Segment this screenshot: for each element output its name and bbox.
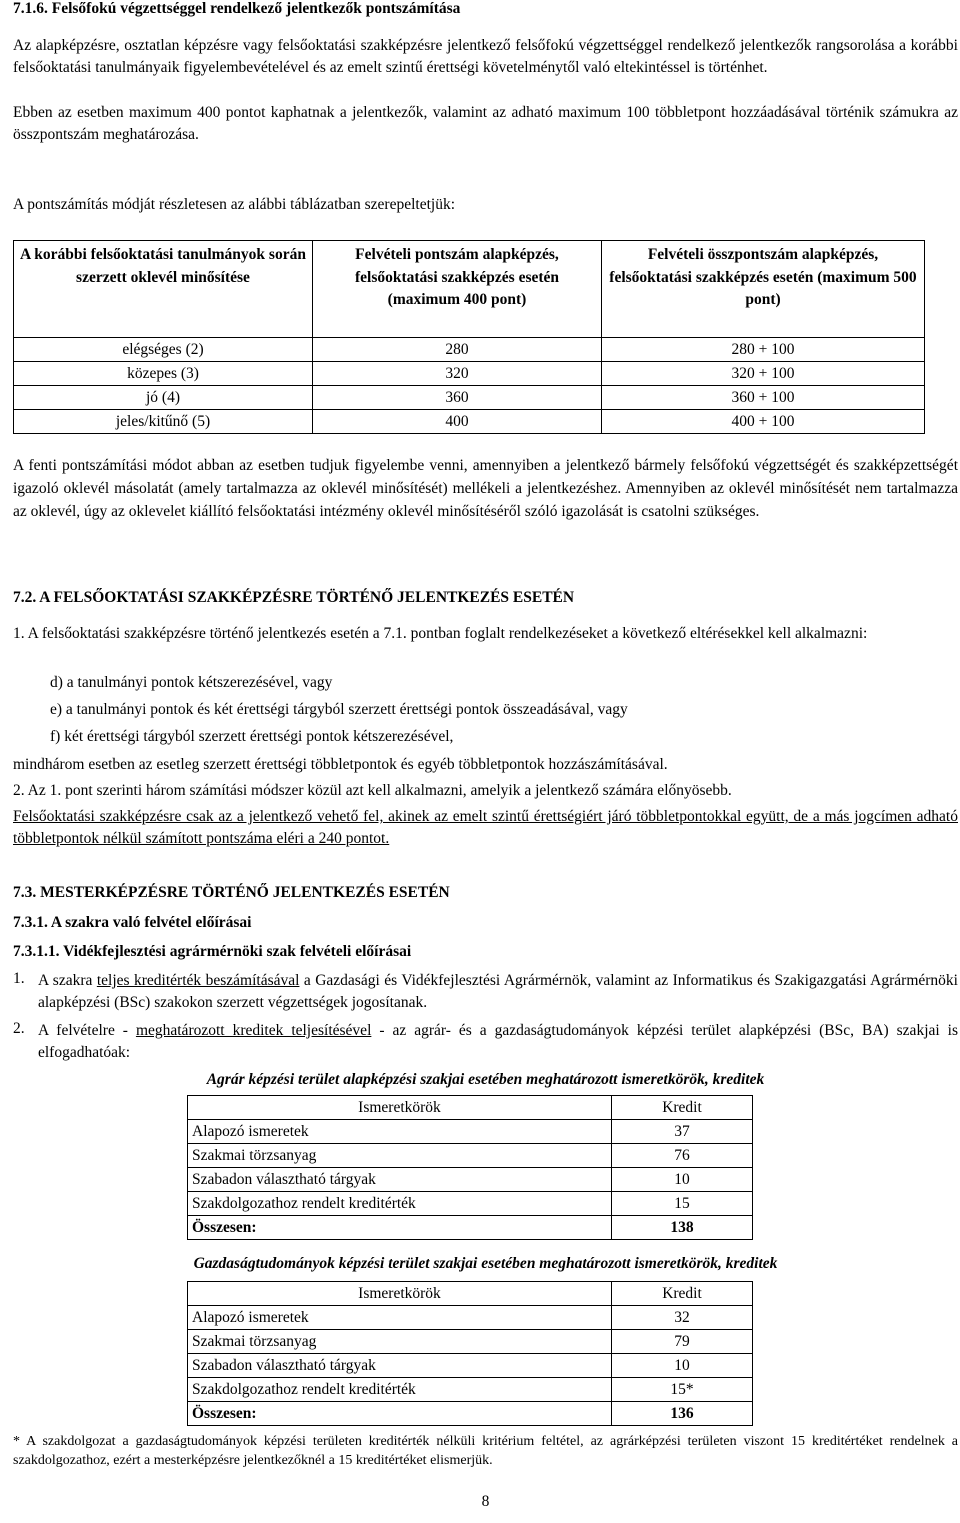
section-7-3-1-title: 7.3.1. A szakra való felvétel előírásai — [13, 914, 252, 931]
table-total-row — [188, 1402, 753, 1426]
table-row — [188, 1378, 753, 1402]
table-header-cell: Felvételi pontszám alapképzés, felsőoktatási szakképzés esetén (maximum 400 pont) — [313, 241, 602, 338]
paragraph-7-2-1: 1. A felsőoktatási szakképzésre történő jelentkezés esetén a 7.1. pontban foglalt rendelkezéseket a következő eltérésekkel kell alkalmazni: — [13, 625, 868, 642]
table-cell: 400 — [313, 410, 602, 434]
item-underlined-text: teljes kreditérték beszámításával — [96, 972, 300, 989]
points-table — [13, 240, 925, 434]
credits-table-1 — [187, 1095, 753, 1240]
table-row — [14, 386, 925, 410]
table-row — [188, 1354, 753, 1378]
table-cell: Szakmai törzsanyag — [188, 1144, 612, 1168]
table-cell: 15 — [612, 1192, 753, 1216]
numbered-item-2 — [13, 1020, 958, 1064]
table-header-cell: Kredit — [612, 1282, 753, 1306]
table-cell: 360 + 100 — [602, 386, 925, 410]
paragraph-table-intro: A pontszámítás módját részletesen az alábbi táblázatban szerepeltetjük: — [13, 196, 455, 213]
list-item: d) a tanulmányi pontok kétszerezésével, vagy — [50, 674, 333, 691]
table-cell: 280 + 100 — [602, 338, 925, 362]
item-text: A felvételre - — [38, 1022, 136, 1039]
table-row — [188, 1192, 753, 1216]
table-cell: 37 — [612, 1120, 753, 1144]
paragraph-intro: Az alapképzésre, osztatlan képzésre vagy felsőoktatási szakképzésre jelentkező felsőfokú végzettséggel rendelkező jelentkezők rangsorolása a korábbi felsőoktatási tanulmányaik figyelembevételével és az emelt szintű érettségi követelménytől való eltekintéssel is történhet. — [13, 37, 958, 76]
table-cell: 400 + 100 — [602, 410, 925, 434]
table-cell: 136 — [612, 1402, 753, 1426]
table-total-row — [188, 1216, 753, 1240]
table-cell: 138 — [612, 1216, 753, 1240]
table-row — [188, 1120, 753, 1144]
table-header-cell: Ismeretkörök — [188, 1096, 612, 1120]
table-cell: 79 — [612, 1330, 753, 1354]
item-number: 1. — [13, 970, 25, 987]
list-item: e) a tanulmányi pontok és két érettségi tárgyból szerzett érettségi pontok összeadásával, vagy — [50, 701, 628, 718]
table-row — [188, 1330, 753, 1354]
table-header-row — [14, 241, 925, 338]
item-text: A szakra — [38, 972, 97, 989]
table-cell: jeles/kitűnő (5) — [14, 410, 313, 434]
table-cell: 320 — [313, 362, 602, 386]
section-7-3-title: 7.3. MESTERKÉPZÉSRE TÖRTÉNŐ JELENTKEZÉS ESETÉN — [13, 884, 450, 901]
credits-table-1-caption: Agrár képzési terület alapképzési szakjai esetében meghatározott ismeretkörök, kreditek — [206, 1071, 765, 1088]
section-7-2-title: 7.2. A FELSŐOKTATÁSI SZAKKÉPZÉSRE TÖRTÉNŐ JELENTKEZÉS ESETÉN — [13, 589, 575, 606]
table-row — [14, 362, 925, 386]
list-item: f) két érettségi tárgyból szerzett érettségi pontok kétszerezésével, — [50, 728, 454, 745]
table-cell: 280 — [313, 338, 602, 362]
page-number: 8 — [481, 1493, 490, 1510]
table-cell: Szabadon választható tárgyak — [188, 1354, 612, 1378]
table-row — [14, 338, 925, 362]
table-header-cell: Ismeretkörök — [188, 1282, 612, 1306]
table-row — [188, 1306, 753, 1330]
item-text: - az agrár- és a gazdaságtudományok képzési terület alapképzési (BSc, BA) szakjai is elfogadhatóak: — [38, 1022, 958, 1061]
table-cell: Szakmai törzsanyag — [188, 1330, 612, 1354]
table-cell: 320 + 100 — [602, 362, 925, 386]
table-header-cell: Felvételi összpontszám alapképzés, felsőoktatási szakképzés esetén (maximum 500 pont) — [602, 241, 925, 338]
section-7-1-6-title: 7.1.6. Felsőfokú végzettséggel rendelkező jelentkezők pontszámítása — [13, 0, 461, 17]
footnote: * A szakdolgozat a gazdaságtudományok képzési területen kreditérték nélküli kritérium feltétel, az agrárképzési területen viszont 15 kreditértéket rendelnek a szakdolgozathoz, ezért a mesterképzésre jelentkezőknél a 15 kreditértéket elismerjük. — [13, 1434, 958, 1468]
table-cell: közepes (3) — [14, 362, 313, 386]
table-cell: elégséges (2) — [14, 338, 313, 362]
item-text: a Gazdasági és Vidékfejlesztési Agrármérnök, valamint az Informatikus és Szakigazgatási Agrármérnöki alapképzési (BSc) szakokon szerzett végzettségek jogosítanak. — [38, 972, 958, 1011]
table-cell: Szakdolgozathoz rendelt kreditérték — [188, 1192, 612, 1216]
table-cell: Szakdolgozathoz rendelt kreditérték — [188, 1378, 612, 1402]
table-cell: Alapozó ismeretek — [188, 1120, 612, 1144]
table-cell: 10 — [612, 1354, 753, 1378]
table-cell: 15* — [612, 1378, 753, 1402]
table-cell: Összesen: — [188, 1216, 612, 1240]
table-header-cell: Kredit — [612, 1096, 753, 1120]
credits-table-2 — [187, 1281, 753, 1426]
table-cell: 10 — [612, 1168, 753, 1192]
table-header-row — [188, 1096, 753, 1120]
table-cell: Összesen: — [188, 1402, 612, 1426]
item-underlined-text: meghatározott kreditek teljesítésével — [135, 1022, 372, 1039]
table-row — [188, 1144, 753, 1168]
table-cell: 360 — [313, 386, 602, 410]
table-cell: Szabadon választható tárgyak — [188, 1168, 612, 1192]
table-row — [188, 1168, 753, 1192]
paragraph-240-points: Felsőoktatási szakképzésre csak az a jelentkező vehető fel, akinek az emelt szintű érettségiért járó többletpontokkal együtt, de a más jogcímen adható többletpontok nélkül számított pontszáma eléri a 240 pontot. — [13, 808, 958, 847]
section-7-3-1-1-title: 7.3.1.1. Vidékfejlesztési agrármérnöki szak felvételi előírásai — [13, 943, 412, 960]
paragraph-max-points: Ebben az esetben maximum 400 pontot kaphatnak a jelentkezők, valamint az adható maximum 100 többletpont hozzáadásával történik számukra az összpontszám meghatározása. — [13, 104, 958, 143]
table-header-cell: A korábbi felsőoktatási tanulmányok során szerzett oklevél minősítése — [14, 241, 313, 338]
table-cell: 32 — [612, 1306, 753, 1330]
table-cell: Alapozó ismeretek — [188, 1306, 612, 1330]
numbered-item-1 — [13, 970, 958, 1014]
item-number: 2. — [13, 1020, 25, 1037]
paragraph-diploma: A fenti pontszámítási módot abban az esetben tudjuk figyelembe venni, amennyiben a jelentkező bármely felsőfokú végzettségét és szakképzettségét igazoló oklevél másolatát (amely tartalmazza az oklevél minősítését) mellékeli a jelentkezéshez. Amennyiben az oklevél minősítését nem tartalmazza az oklevél, úgy az oklevelet kiállító felsőoktatási intézmény oklevél minősítéséről szóló igazolását is csatolni szükséges. — [13, 457, 958, 520]
table-cell: 76 — [612, 1144, 753, 1168]
paragraph-7-2-2: 2. Az 1. pont szerinti három számítási módszer közül azt kell alkalmazni, amelyik a jelentkező számára előnyösebb. — [13, 782, 732, 799]
credits-table-2-caption: Gazdaságtudományok képzési terület szakjai esetében meghatározott ismeretkörök, kreditek — [193, 1255, 778, 1272]
table-header-row — [188, 1282, 753, 1306]
paragraph-all-three: mindhárom esetben az esetleg szerzett érettségi többletpontok és egyéb többletpontok hozzászámításával. — [13, 756, 668, 773]
table-row — [14, 410, 925, 434]
table-cell: jó (4) — [14, 386, 313, 410]
